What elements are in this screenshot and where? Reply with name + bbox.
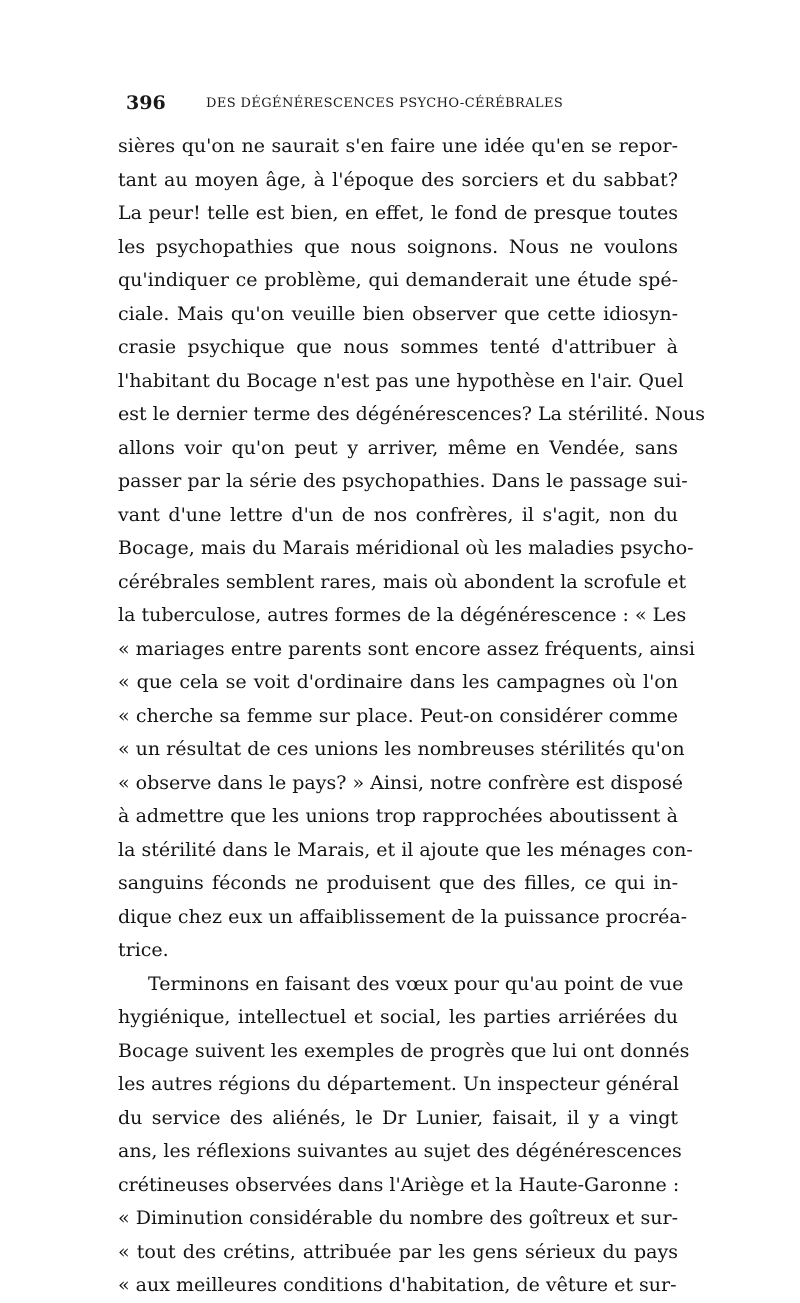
- page-header: [118, 90, 678, 130]
- text-line: La peur! telle est bien, en effet, le fond de presque toutes: [118, 202, 678, 224]
- text-line: passer par la série des psychopathies. Dans le passage sui-: [118, 470, 688, 492]
- text-line: « mariages entre parents sont encore assez fréquents, ainsi: [118, 637, 695, 660]
- text-line: les autres régions du département. Un inspecteur général: [118, 1073, 679, 1095]
- text-line: « cherche sa femme sur place. Peut-on considérer comme: [118, 704, 678, 727]
- text-line: du service des aliénés, le Dr Lunier, faisait, il y a vingt: [118, 1106, 678, 1129]
- text-line: la tuberculose, autres formes de la dégénérescence : « Les: [118, 604, 687, 626]
- text-line: crasie psychique que nous sommes tenté d'attribuer à: [118, 336, 678, 358]
- page-number: 396: [126, 92, 166, 114]
- text-line: Bocage, mais du Marais méridional où les maladies psycho-: [118, 537, 694, 559]
- text-line: la stérilité dans le Marais, et il ajoute que les ménages con-: [118, 838, 693, 861]
- text-line: hygiénique, intellectuel et social, les parties arriérées du: [118, 1006, 678, 1028]
- text-line: ans, les réflexions suivantes au sujet des dégénérescences: [118, 1140, 682, 1162]
- text-line: les psychopathies que nous soignons. Nous ne voulons: [118, 235, 678, 258]
- text-line: ciale. Mais qu'on veuille bien observer que cette idiosyn-: [118, 302, 678, 325]
- text-line: allons voir qu'on peut y arriver, même en Vendée, sans: [118, 436, 678, 459]
- text-line: crétineuses observées dans l'Ariège et la Haute-Garonne :: [118, 1173, 680, 1196]
- running-title: DES DÉGÉNÉRESCENCES PSYCHO-CÉRÉBRALES: [206, 96, 564, 111]
- text-line: « aux meilleures conditions d'habitation, de vêture et sur-: [118, 1274, 677, 1296]
- text-line: dique chez eux un affaiblissement de la puissance procréa-: [118, 905, 688, 928]
- text-line: cérébrales semblent rares, mais où abondent la scrofule et: [118, 570, 687, 593]
- text-line: sanguins féconds ne produisent que des filles, ce qui in-: [118, 872, 678, 894]
- text-line: « observe dans le pays? » Ainsi, notre confrère est disposé: [118, 771, 684, 794]
- text-line: qu'indiquer ce problème, qui demanderait une étude spé-: [118, 269, 678, 291]
- text-line: sières qu'on ne saurait s'en faire une idée qu'en se repor-: [118, 135, 678, 157]
- text-line: l'habitant du Bocage n'est pas une hypothèse en l'air. Quel: [118, 369, 684, 392]
- text-line: vant d'une lettre d'un de nos confrères, il s'agit, non du: [118, 503, 678, 526]
- text-line: « tout des crétins, attribuée par les gens sérieux du pays: [118, 1240, 678, 1263]
- text-line: Bocage suivent les exemples de progrès que lui ont donnés: [118, 1039, 690, 1062]
- text-line: Terminons en faisant des vœux pour qu'au point de vue: [148, 972, 684, 995]
- text-line: « un résultat de ces unions les nombreuses stérilités qu'on: [118, 738, 685, 760]
- text-line: tant au moyen âge, à l'époque des sorciers et du sabbat?: [118, 168, 678, 191]
- text-line: trice.: [118, 939, 169, 961]
- text-line: est le dernier terme des dégénérescences? La stérilité. Nous: [118, 403, 705, 425]
- body-text: [118, 130, 705, 1303]
- text-line: « Diminution considérable du nombre des goîtreux et sur-: [118, 1207, 678, 1229]
- text-line: « que cela se voit d'ordinaire dans les campagnes où l'on: [118, 671, 678, 693]
- text-line: à admettre que les unions trop rapprochées aboutissent à: [118, 805, 678, 827]
- book-page: [118, 90, 705, 1303]
